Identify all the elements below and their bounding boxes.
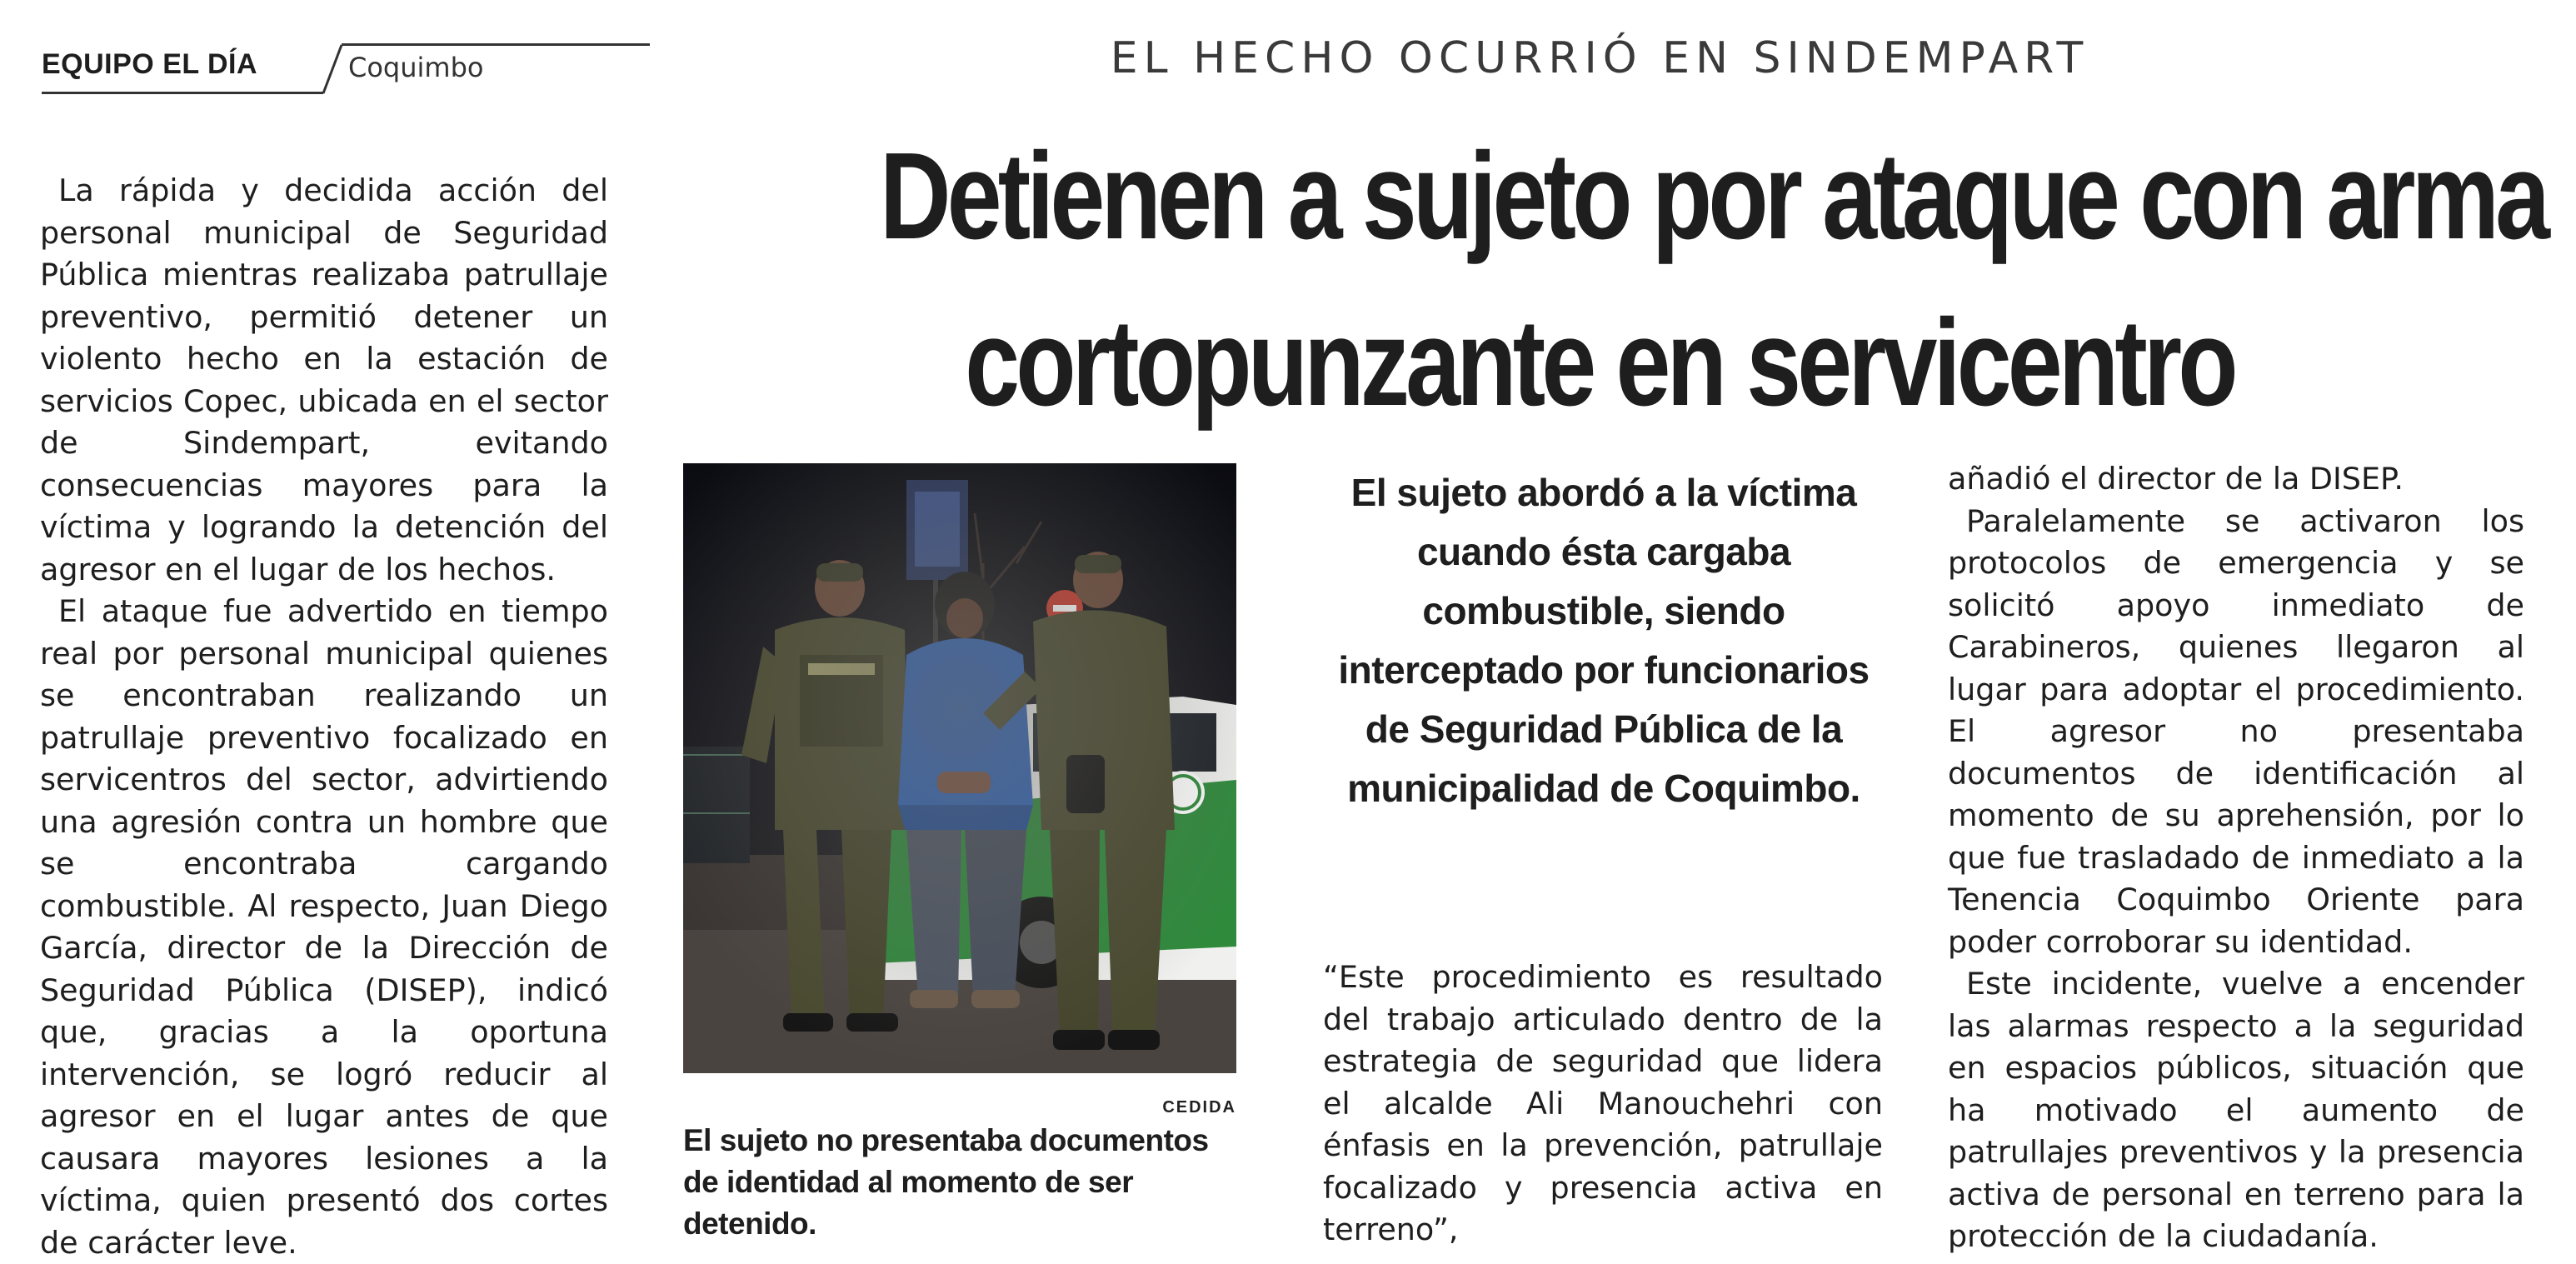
byline [42,43,608,95]
headline [880,113,2547,447]
article-paragraph: Este incidente, vuelve a encender las alarmas respecto a la seguridad en espacios públicos, situación que ha motivado el aumento de patrullajes preventivos y la presencia activa de personal en terreno para la protección de la ciudadanía. [1948,966,2524,1254]
byline-underline [42,92,323,94]
byline-topline [383,43,650,46]
photo-illustration [683,463,1236,1073]
news-photo [683,463,1236,1073]
article-paragraph: añadió el director de la DISEP. [1948,461,2404,497]
article-paragraph: La rápida y decidida acción del personal municipal de Seguridad Pública mientras realizaba patrullaje preventivo, permitió detener un violento hecho en la estación de servicios Copec, ubicada en el sector de Sindempart, evitando consecuencias mayores para la víctima y logrando la detención del agresor en el lugar de los hechos. [40,172,608,587]
byline-author: EQUIPO EL DÍA [42,48,258,80]
headline-line-2: cortopunzante en servicentro [965,294,2234,432]
headline-line-1: Detienen a sujeto por ataque con arma [880,127,2547,265]
article-column-3 [1323,957,1883,1252]
photo-credit: CEDIDA [1162,1098,1236,1117]
pull-quote: El sujeto abordó a la víctima cuando ésta cargaba combustible, siendo interceptado por funcionarios de Seguridad Pública de la municipalidad de Coquimbo. [1338,471,1870,810]
article-paragraph: Paralelamente se activaron los protocolos de emergencia y se solicitó apoyo inmediato de Carabineros, quienes llegaron al lugar para adoptar el procedimiento. El agresor no presentaba documentos de identificación al momento de su aprehensión, por lo que fue trasladado de inmediato a la Tenencia Coquimbo Oriente para poder corroborar su identidad. [1948,502,2524,960]
photo-caption: El sujeto no presentaba documentos de identidad al momento de ser detenido. [683,1123,1209,1241]
kicker: EL HECHO OCURRIÓ EN SINDEMPART [1110,33,2089,83]
article-paragraph: “Este procedimiento es resultado del trabajo articulado dentro de la estrategia de seguridad que lidera el alcalde Ali Manouchehri con énfasis en la prevención, patrullaje focalizado y presencia activa en terreno”, [1323,959,1883,1247]
article-paragraph: El ataque fue advertido en tiempo real por personal municipal quienes se encontraban realizando un patrullaje preventivo focalizado en servicentros del sector, advirtiendo una agresión contra un hombre que se encontraba cargando combustible. Al respecto, Juan Diego García, director de la Dirección de Seguridad Pública (DISEP), indicó que, gracias a la oportuna intervención, se logró reducir al agresor en el lugar antes de que causara mayores lesiones a la víctima, quien presentó dos cortes de carácter leve. [40,593,608,1261]
article-column-4 [1948,458,2524,1258]
article-column-1 [40,170,608,1264]
byline-place: Coquimbo [348,52,484,83]
